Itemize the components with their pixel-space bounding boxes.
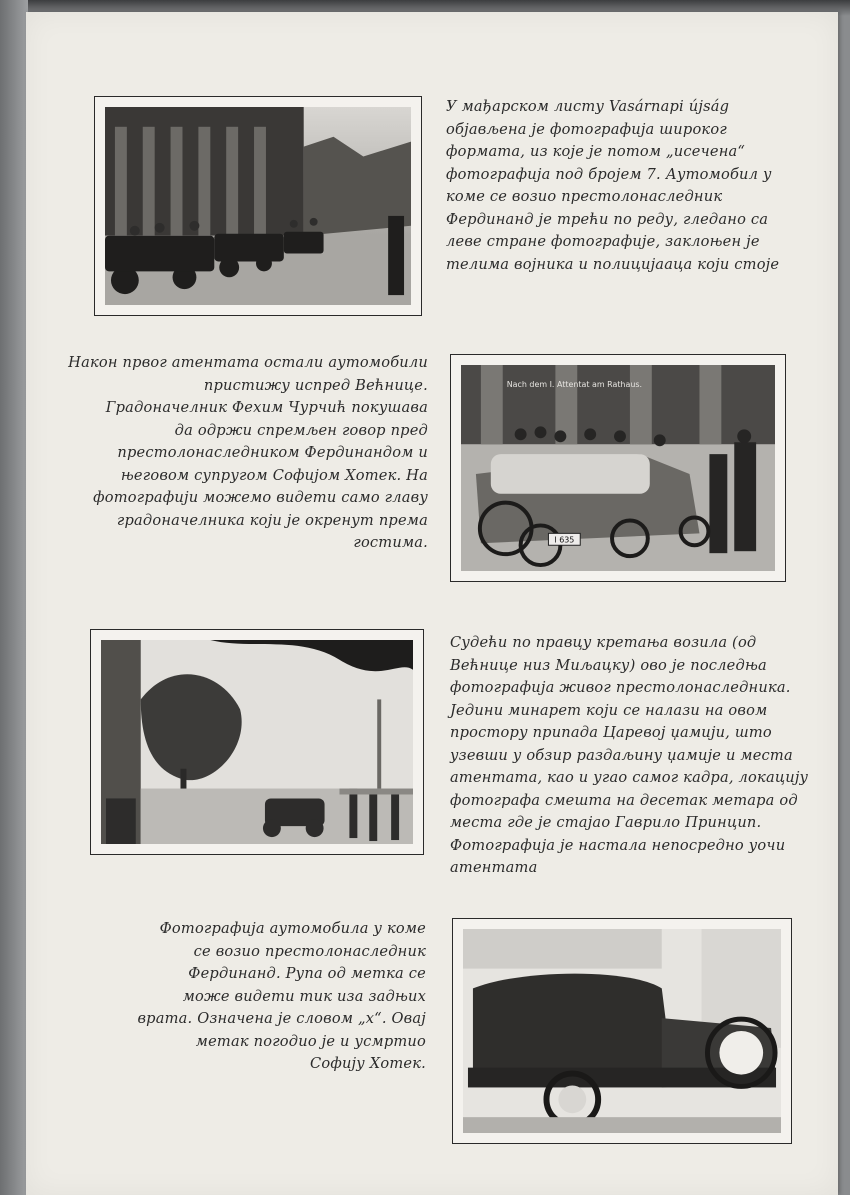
photo-3-street <box>90 629 424 855</box>
photo-1-image <box>105 107 411 305</box>
photo-3-image <box>101 640 413 844</box>
caption-4: Фотографија аутомобила у коме се возио престолонаследник Фердинанд. Рупа од метка се може видети тик иза задњих врата. Означена је словом „х“. Овај метак погодио је и усмртио Софију Хотек. <box>137 920 426 1072</box>
photo-2-city-hall <box>450 354 786 582</box>
photo-4-image <box>463 929 781 1133</box>
caption-2: Након првог атентата остали аутомобили пристижу испред Већнице. Градоначелник Фехим Чурчић покушава да одржи спремљен говор пред престолонаследником Фердинандом и његовом супругом Софијом Хотек. На фотографији можемо видети само главу градоначелника који је окренут према гостима. <box>68 354 428 551</box>
photo-1-square-cars <box>94 96 422 316</box>
photo-2-plate: I 635 <box>554 535 575 545</box>
photo-2-caption-text: Nach dem I. Attentat am Rathaus. <box>506 379 643 389</box>
photo-2-image <box>461 365 775 571</box>
wall-left <box>0 0 28 1195</box>
exhibition-board <box>26 12 838 1195</box>
photo-4-car-bullet-hole <box>452 918 792 1144</box>
caption-3: Судећи по правцу кретања возила (од Већнице низ Миљацку) ово је последња фотографија живог престолонаследника. Једини минарет који се налази на овом простору припада Царевој џамији, што узевши у обзир раздаљину џамије и места атентата, као и угао самог кадра, локацију фотографа смешта на десетак метара од места где је стајао Гаврило Принцип. Фотографија је настала непосредно уочи атентата <box>450 634 809 876</box>
caption-1: У мађарском листу Vasárnapi újság објављена је фотографија широког формата, из које је потом „исечена“ фотографија под бројем 7. Аутомобил у коме се возио престолонаследник Фердинанд је трећи по реду, гледано са леве стране фотографије, заклоњен је телима војника и полицијааца који стоје <box>446 98 780 273</box>
